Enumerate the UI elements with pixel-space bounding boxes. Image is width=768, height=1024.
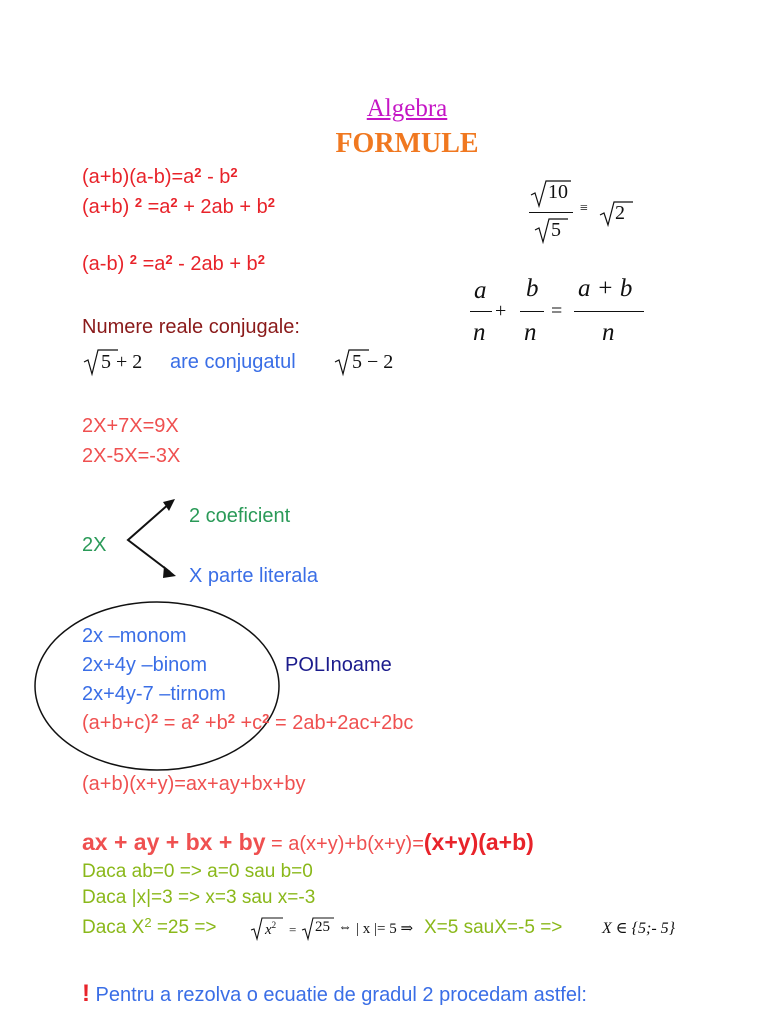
conj-radicand-2: 5 (352, 351, 362, 373)
conjugates-heading: Numere reale conjugale: (82, 316, 300, 338)
daca-eq: = (289, 922, 297, 937)
formula-square-of-sum: (a+b) $^2 =a^2 + 2ab + b^2$ (82, 195, 275, 218)
daca-line-3: Daca $X^2 =25$ => (82, 915, 217, 938)
like-terms-sum: 2X+7X=9X (82, 415, 179, 437)
binom-label: 2x+4y –binom (82, 654, 208, 676)
daca-absx: | x |= 5 ⇒ (356, 921, 414, 937)
factoring-bold-left: ax + ay + bx + by (82, 829, 266, 855)
literal-part-label: X parte literala (189, 565, 318, 587)
factoring-middle: = a(x+y)+b(x+y)= (265, 833, 424, 855)
polinoame-label: POLInoame (285, 654, 392, 676)
daca-radicand-x-exponent: 2 (271, 920, 277, 930)
conj-minus-two: − 2 (362, 351, 394, 373)
footer-note (82, 982, 587, 1007)
radicand-2: 2 (615, 202, 625, 224)
denominator-n-2: n (524, 319, 537, 346)
radicand-5: 5 (551, 219, 561, 241)
conjugate-label: are conjugatul (170, 351, 296, 373)
radicand-10: 10 (548, 181, 568, 203)
page-subtitle: FORMULE (335, 128, 479, 159)
numerator-a-plus-b: a + b (578, 275, 633, 302)
plus-sign: + (495, 300, 507, 322)
numerator-a: a (474, 277, 487, 304)
formula-square-of-difference: (a-b) $^2 =a^2 - 2ab + b^2$ (82, 252, 265, 275)
monom-label: 2x –monom (82, 625, 187, 647)
footer-text: Pentru a rezolva o ecuatie de gradul 2 procedam astfel: (90, 984, 587, 1006)
formula-difference-of-squares: $(a+b)(a-b)=a^2 - b^2$ (82, 165, 238, 188)
denominator-n-3: n (602, 319, 615, 346)
page-title: Algebra (366, 95, 448, 122)
formula-trinomial-square: $(a+b+c)^2 = a^2 +b^2 +c^2 = 2ab+2ac+2bc$ (82, 711, 414, 734)
coefficient-label: 2 coeficient (189, 505, 291, 527)
daca-solution-set: X ∈ {5;- 5} (602, 920, 676, 937)
monomial-term: 2X (82, 534, 107, 556)
daca-line-2: Daca |x|=3 => x=3 sau x=-3 (82, 887, 316, 908)
equals-sign: = (551, 300, 563, 322)
daca-radicand-25: 25 (315, 919, 330, 935)
factoring-bold-right: (x+y)(a+b) (423, 829, 534, 855)
numerator-b: b (526, 275, 539, 302)
like-terms-difference: 2X-5X=-3X (82, 445, 181, 467)
tirnom-label: 2x+4y-7 –tirnom (82, 683, 226, 705)
equiv-sign: ≡ (580, 201, 588, 216)
daca-iff: ⇔ (338, 920, 352, 935)
conj-plus-two: + 2 (111, 351, 143, 373)
denominator-n: n (473, 319, 486, 346)
formula-distribution: (a+b)(x+y)=ax+ay+bx+by (82, 773, 306, 795)
daca-radicand-x: x (265, 922, 272, 938)
exclamation-icon: ! (82, 980, 90, 1007)
conj-radicand-1: 5 (101, 351, 111, 373)
daca-line-1: Daca ab=0 => a=0 sau b=0 (82, 861, 313, 882)
daca-line-3-result: X=5 sauX=-5 => (424, 917, 563, 938)
